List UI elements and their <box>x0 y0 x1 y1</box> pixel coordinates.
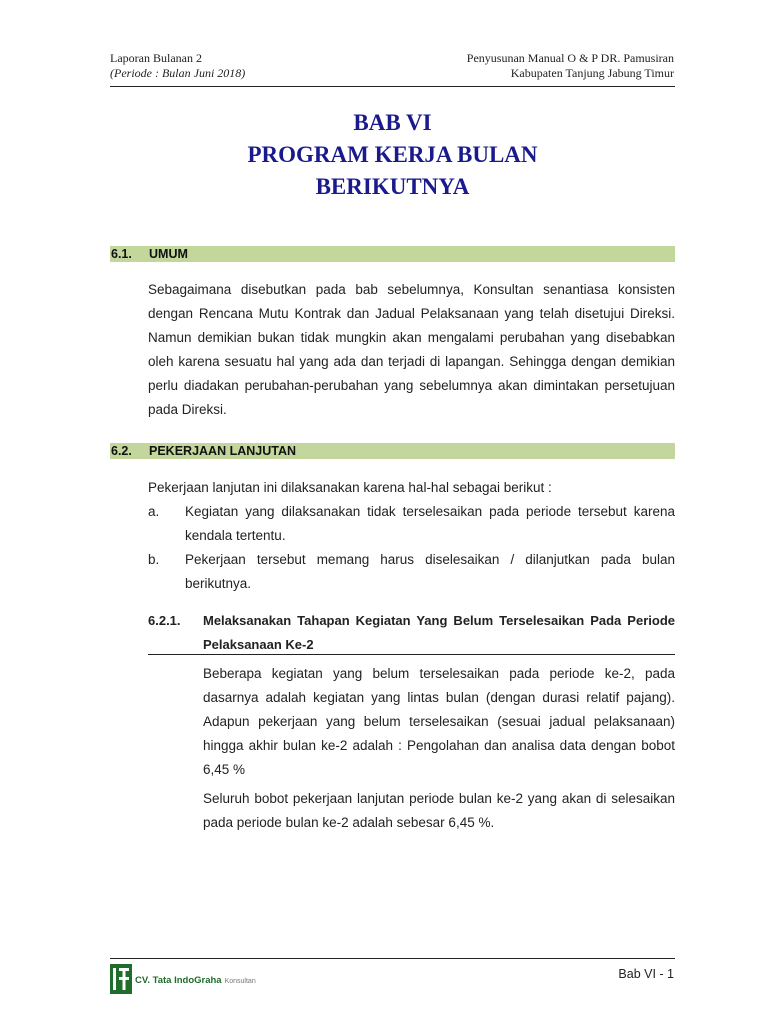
subsection-title: Melaksanakan Tahapan Kegiatan Yang Belum Terselesaikan Pada Periode Pelaksanaan Ke-2 <box>203 613 675 652</box>
logo-tagline: Konsultan <box>224 978 256 985</box>
chapter-title-line1: PROGRAM KERJA BULAN <box>247 142 538 167</box>
section-heading-pekerjaan-lanjutan <box>110 443 675 459</box>
header-left <box>110 51 245 81</box>
section-number: 6.2. <box>111 444 132 458</box>
subsection-number: 6.2.1. <box>148 613 181 628</box>
subsection-paragraph: Seluruh bobot pekerjaan lanjutan periode bulan ke-2 yang akan di selesaikan pada periode bulan ke-2 adalah sebesar 6,45 %. <box>203 791 675 830</box>
section-heading-umum <box>110 246 675 262</box>
section-number: 6.1. <box>111 247 132 261</box>
chapter-title-line2: BERIKUTNYA <box>315 174 470 199</box>
logo-mark-icon <box>110 964 132 994</box>
list-item: Pekerjaan tersebut memang harus diselesaikan / dilanjutkan pada bulan berikutnya. <box>185 552 675 591</box>
footer-divider <box>110 958 675 959</box>
subsection-paragraph: Beberapa kegiatan yang belum terselesaikan pada periode ke-2, pada dasarnya adalah kegiatan yang lintas bulan (dengan durasi relatif pajang). Adapun pekerjaan yang belum terselesaikan (sesuai jadual pelaksanaan) hingga akhir bulan ke-2 adalah : Pengolahan dan analisa data dengan bobot 6,45 % <box>203 666 675 777</box>
header-divider <box>110 86 675 87</box>
list-item: Kegiatan yang dilaksanakan tidak terselesaikan pada periode tersebut karena kendala tertentu. <box>185 504 675 543</box>
list-intro: Pekerjaan lanjutan ini dilaksanakan karena hal-hal sebagai berikut : <box>148 480 552 495</box>
page-number: Bab VI - 1 <box>618 967 674 981</box>
subsection-divider <box>148 654 675 655</box>
chapter-number: BAB VI <box>353 110 432 135</box>
report-title: Laporan Bulanan 2 <box>110 51 202 65</box>
header-right <box>467 51 674 81</box>
project-title: Penyusunan Manual O & P DR. Pamusiran <box>466 51 674 65</box>
section-paragraph: Sebagaimana disebutkan pada bab sebelumnya, Konsultan senantiasa konsisten dengan Rencana Mutu Kontrak dan Jadual Pelaksanaan yang telah disetujui Direksi. Namun demikian bukan tidak mungkin akan mengalami perubahan yang disebabkan oleh karena sesuatu hal yang ada dan terjadi di lapangan. Sehingga dengan demikian perlu diadakan perubahan-perubahan yang sebelumnya akan dimintakan persetujuan pada Direksi. <box>148 282 675 417</box>
report-period: (Periode : Bulan Juni 2018) <box>110 66 246 80</box>
project-location: Kabupaten Tanjung Jabung Timur <box>510 66 674 80</box>
section-title: PEKERJAAN LANJUTAN <box>149 444 297 458</box>
chapter-heading <box>110 107 675 203</box>
logo-wordmark <box>135 975 256 988</box>
list-marker: a. <box>148 504 160 519</box>
list-marker: b. <box>148 552 160 567</box>
logo-name: CV. Tata IndoGraha <box>135 975 222 986</box>
section-title: UMUM <box>149 247 188 261</box>
